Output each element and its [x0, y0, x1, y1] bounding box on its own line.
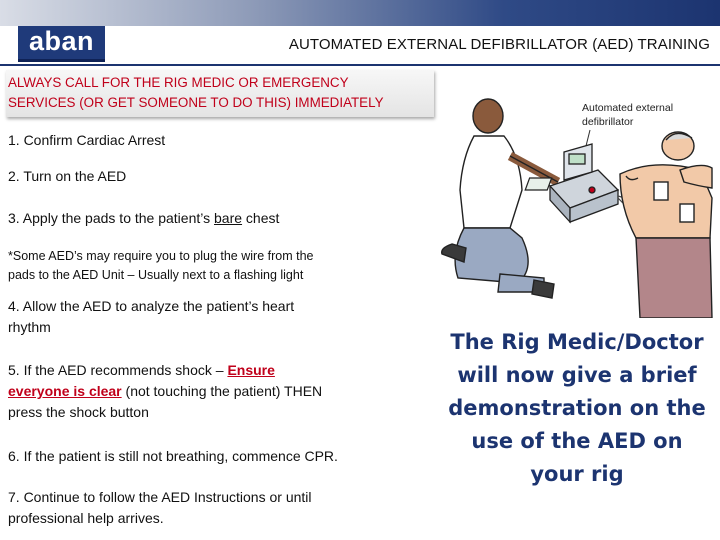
- callout-line-2: will now give a brief: [457, 363, 697, 387]
- warning-text: [8, 73, 384, 113]
- step-5-everyone-clear-emphasis: everyone is clear: [8, 383, 122, 399]
- step-5-ensure-emphasis: Ensure: [227, 362, 275, 378]
- step-2: 2. Turn on the AED: [8, 168, 127, 184]
- step-6: 6. If the patient is still not breathing, commence CPR.: [8, 448, 338, 464]
- warning-line-1: ALWAYS CALL FOR THE RIG MEDIC OR EMERGENCY: [8, 75, 349, 90]
- step-5-text: 5. If the AED recommends shock –: [8, 362, 228, 378]
- step-3-text: 3. Apply the pads to the patient’s: [8, 210, 215, 226]
- rescuer-figure: [442, 99, 558, 298]
- note-line-1: *Some AED’s may require you to plug the wire from the: [8, 249, 314, 263]
- step-1: 1. Confirm Cardiac Arrest: [8, 132, 166, 148]
- demonstration-callout: [434, 326, 720, 491]
- step-7-line-1: 7. Continue to follow the AED Instructions or until: [8, 489, 312, 505]
- header-gradient-bar: [0, 0, 720, 26]
- aban-logo: aban: [18, 26, 105, 62]
- callout-line-4: use of the AED on: [471, 429, 683, 453]
- step-5: [8, 360, 322, 423]
- step-4-line-2: rhythm: [8, 319, 51, 335]
- warning-line-2: SERVICES (OR GET SOMEONE TO DO THIS) IMMEDIATELY: [8, 95, 384, 110]
- step-7: [8, 487, 312, 529]
- aed-label-line-1: Automated external: [582, 102, 674, 114]
- warning-box: [6, 70, 434, 117]
- callout-line-5: your rig: [530, 462, 624, 486]
- step-3-bare-emphasis: bare: [214, 210, 243, 226]
- step-5-text-mid: (not touching the patient) THEN: [121, 383, 323, 399]
- step-3-text-end: chest: [242, 210, 280, 226]
- header-divider: [0, 64, 720, 66]
- step-4: [8, 296, 294, 338]
- page-title: AUTOMATED EXTERNAL DEFIBRILLATOR (AED) TRAINING: [288, 36, 710, 53]
- step-5-line-3: press the shock button: [8, 404, 149, 420]
- aed-note: [8, 247, 313, 285]
- callout-line-3: demonstration on the: [448, 396, 706, 420]
- aed-illustration: [440, 78, 715, 318]
- step-7-line-2: professional help arrives.: [8, 510, 164, 526]
- note-line-2: pads to the AED Unit – Usually next to a flashing light: [8, 268, 304, 282]
- aed-label-line-2: defibrillator: [582, 116, 634, 128]
- step-4-line-1: 4. Allow the AED to analyze the patient’s heart: [8, 298, 295, 314]
- callout-line-1: The Rig Medic/Doctor: [450, 330, 704, 354]
- patient-figure: [620, 132, 712, 318]
- step-3: [8, 208, 279, 229]
